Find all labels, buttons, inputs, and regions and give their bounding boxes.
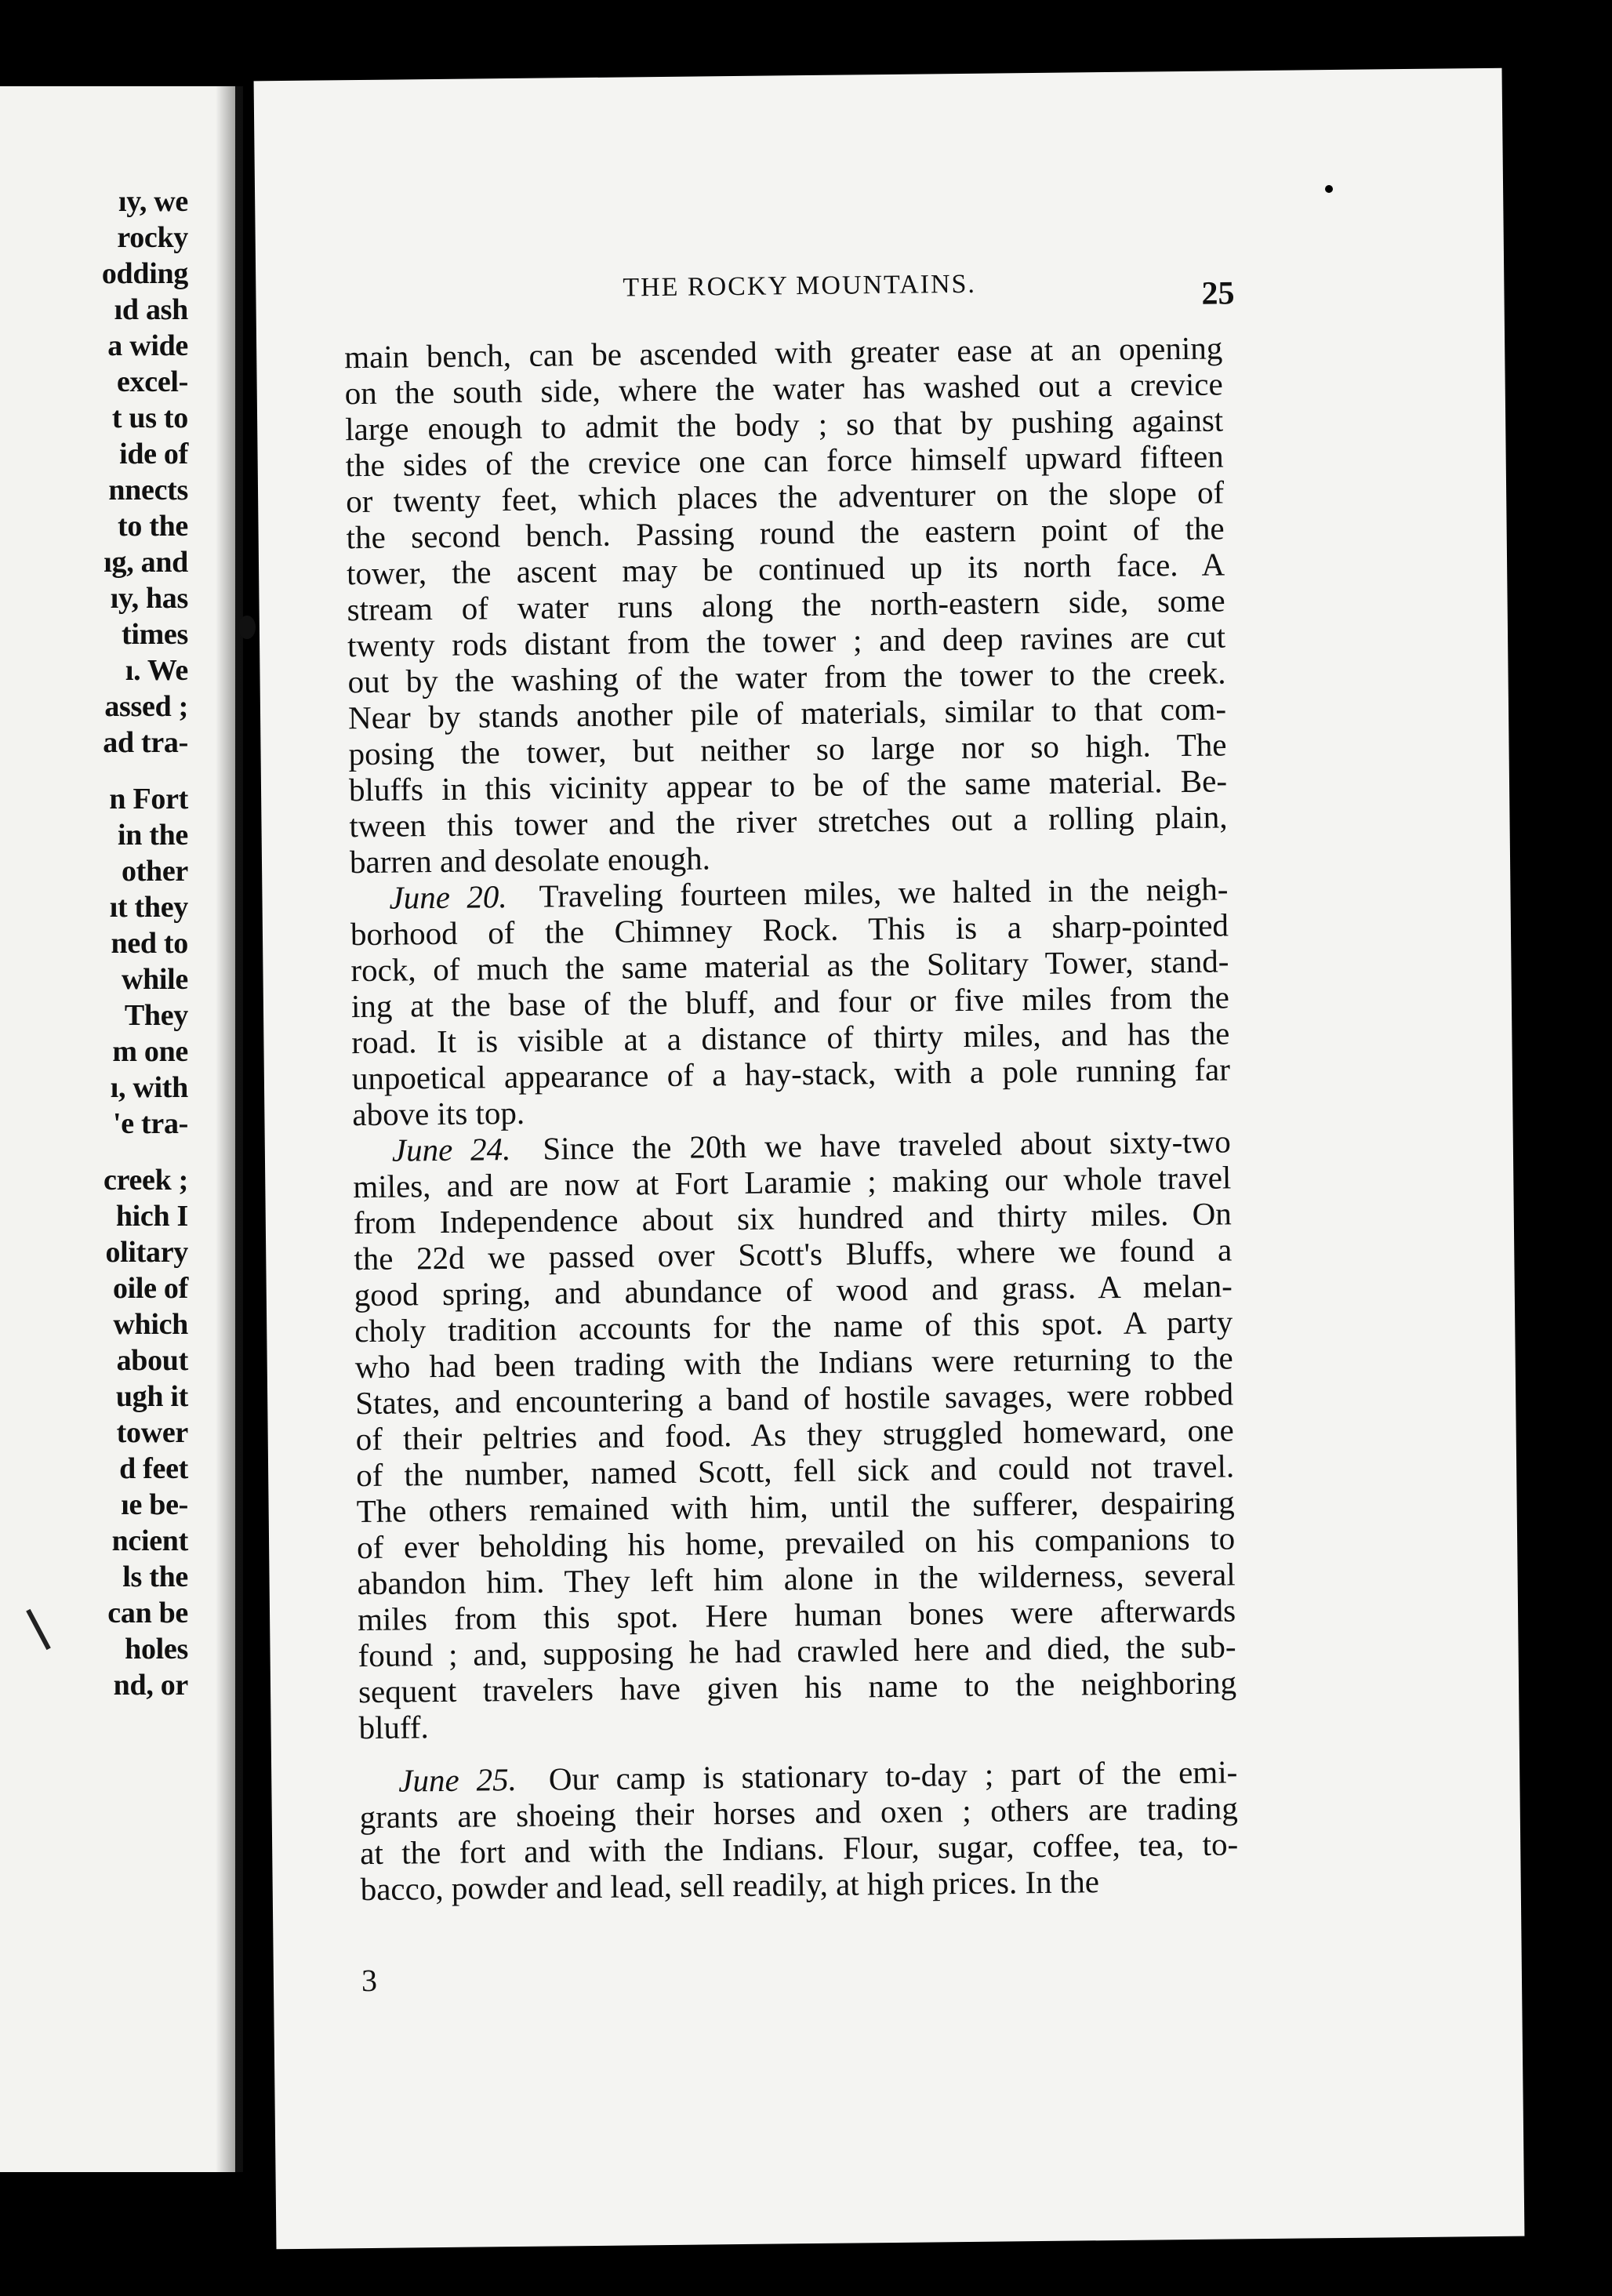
left-page-line: d feet [119, 1452, 188, 1485]
line-text: of ever beholding his home, prevailed on his companions to [356, 1520, 1236, 1566]
line-text: grants are shoeing their horses and oxen ; others are trading [359, 1789, 1238, 1836]
line-text: who had been trading with the Indians were returning to the [354, 1339, 1233, 1386]
running-head: THE ROCKY MOUNTAINS. [623, 269, 977, 303]
entry-date: June 24. [391, 1131, 511, 1168]
line-text: stream of water runs along the north-eastern side, some [347, 582, 1225, 628]
line-text: tween this tower and the river stretches out a rolling plain, [349, 798, 1228, 845]
line-text: Since the 20th we have traveled about sixty-two [543, 1123, 1232, 1167]
left-page-line: tower [116, 1416, 188, 1449]
left-page-line: other [121, 855, 188, 888]
left-page-line: ıt they [109, 891, 188, 924]
line-text: from Independence about six hundred and thirty miles. On [353, 1195, 1232, 1241]
line-text: large enough to admit the body ; so that by pushing against [344, 401, 1224, 448]
left-page-line: ı, with [110, 1071, 188, 1104]
line-text: sequent travelers have given his name to the neighboring [358, 1664, 1237, 1710]
line-text: Near by stands another pile of materials, similar to that com- [347, 690, 1227, 736]
line-text: of the number, named Scott, fell sick and could not travel. [355, 1448, 1235, 1494]
left-page-line: ncient [111, 1524, 188, 1557]
line-text: borhood of the Chimney Rock. This is a sharp-pointed [350, 906, 1229, 953]
left-page-line: holes [125, 1633, 188, 1666]
left-page-line: nnects [108, 474, 188, 507]
line-text: bluffs in this vicinity appear to be of the same material. Be- [348, 762, 1228, 808]
left-page-line: excel- [116, 365, 188, 398]
line-text: bacco, powder and lead, sell readily, at high prices. In the [360, 1863, 1100, 1908]
entry-date: June 25. [398, 1761, 517, 1799]
line-text: tower, the ascent may be continued up its north face. A [346, 546, 1225, 592]
left-page-line: rocky [117, 221, 188, 254]
left-page-line: ıg, and [103, 546, 188, 579]
left-page-line: m one [112, 1035, 188, 1068]
left-page-line: ad tra- [103, 726, 188, 759]
left-page-line: hich I [115, 1200, 188, 1233]
line-text: the second bench. Passing round the eastern point of the [346, 510, 1225, 556]
left-page-line: oile of [112, 1272, 188, 1305]
left-page-line: ıy, we [118, 185, 188, 218]
line-text: Traveling fourteen miles, we halted in the neigh- [539, 870, 1229, 914]
left-page-line: ıy, has [110, 582, 188, 615]
line-text: abandon him. They left him alone in the wilderness, several [357, 1556, 1236, 1602]
entry-date: June 20. [389, 878, 507, 916]
left-page-line: ıd ash [114, 293, 188, 326]
page-number: 25 [1201, 275, 1235, 312]
line-text: miles from this spot. Here human bones were afterwards [357, 1592, 1236, 1638]
line-text: unpoetical appearance of a hay-stack, with a pole running far [351, 1051, 1231, 1097]
line-text: found ; and, supposing he had crawled here and died, the sub- [358, 1628, 1236, 1674]
left-page-line: n Fort [109, 783, 188, 816]
line-text: posing the tower, but neither so large nor so high. The [348, 726, 1227, 772]
book-page [254, 68, 1525, 2250]
line-text: rock, of much the same material as the Solitary Tower, stand- [350, 943, 1229, 989]
line-text: miles, and are now at Fort Laramie ; making our whole travel [353, 1159, 1232, 1205]
left-page-line: creek ; [103, 1164, 188, 1197]
page-header [256, 264, 1505, 332]
left-page-line: to the [117, 510, 188, 543]
left-page-line: olitary [105, 1236, 188, 1269]
left-page-line: t us to [111, 401, 188, 434]
left-page-line: ugh it [115, 1380, 188, 1413]
left-page-line: ı. We [125, 654, 188, 687]
line-text: main bench, can be ascended with greater ease at an opening [344, 329, 1223, 376]
left-page-line: odding [101, 257, 188, 290]
left-page-line: while [121, 963, 188, 996]
line-text: road. It is visible at a distance of thirty miles, and has the [351, 1015, 1230, 1061]
left-page-line: ls the [122, 1560, 188, 1593]
line-text: choly tradition accounts for the name of this spot. A party [354, 1303, 1233, 1350]
line-text: at the fort and with the Indians. Flour, sugar, coffee, tea, to- [359, 1826, 1239, 1872]
line-text: The others remained with him, until the sufferer, despairing [356, 1484, 1235, 1530]
left-page-line: a wide [107, 329, 188, 362]
line-text: good spring, and abundance of wood and grass. A melan- [354, 1267, 1233, 1313]
line-text: barren and desolate enough. [349, 840, 711, 881]
left-page-line: which [113, 1308, 188, 1341]
left-page-line: They [124, 999, 188, 1032]
gutter-shadow [216, 86, 263, 2172]
line-text: or twenty feet, which places the adventurer on the slope of [345, 474, 1225, 520]
left-page-line: ıe be- [121, 1488, 188, 1521]
line-text: States, and encountering a band of hostile savages, were robbed [354, 1375, 1234, 1422]
line-text: bluff. [358, 1709, 430, 1746]
left-page-line: can be [107, 1597, 188, 1629]
left-page-line: nd, or [113, 1669, 188, 1702]
line-text: twenty rods distant from the tower ; and deep ravines are cut [347, 618, 1226, 664]
page-body-text [344, 329, 1239, 1907]
left-facing-page [0, 86, 243, 2172]
line-text: above its top. [352, 1094, 525, 1133]
signature-mark: 3 [361, 1962, 378, 1999]
line-text: the sides of the crevice one can force himself upward fifteen [345, 438, 1224, 484]
dust-speck [238, 616, 256, 639]
line-text: on the south side, where the water has washed out a crevice [344, 365, 1223, 412]
left-page-line: 'e tra- [113, 1107, 188, 1140]
dust-speck [1325, 185, 1333, 193]
left-page-line: in the [117, 819, 188, 852]
left-page-line: assed ; [104, 690, 188, 723]
line-text: out by the washing of the water from the tower to the creek. [347, 654, 1226, 700]
line-text: of their peltries and food. As they struggled homeward, one [355, 1411, 1234, 1458]
left-page-line: about [116, 1344, 188, 1377]
line-text: ing at the base of the bluff, and four or five miles from the [350, 979, 1230, 1025]
left-page-line: times [121, 618, 188, 651]
left-page-line: ide of [119, 438, 188, 470]
line-text: Our camp is stationary to-day ; part of the emi- [548, 1753, 1238, 1797]
left-page-line: ned to [111, 927, 188, 960]
line-text: the 22d we passed over Scott's Bluffs, where we found a [354, 1231, 1233, 1277]
